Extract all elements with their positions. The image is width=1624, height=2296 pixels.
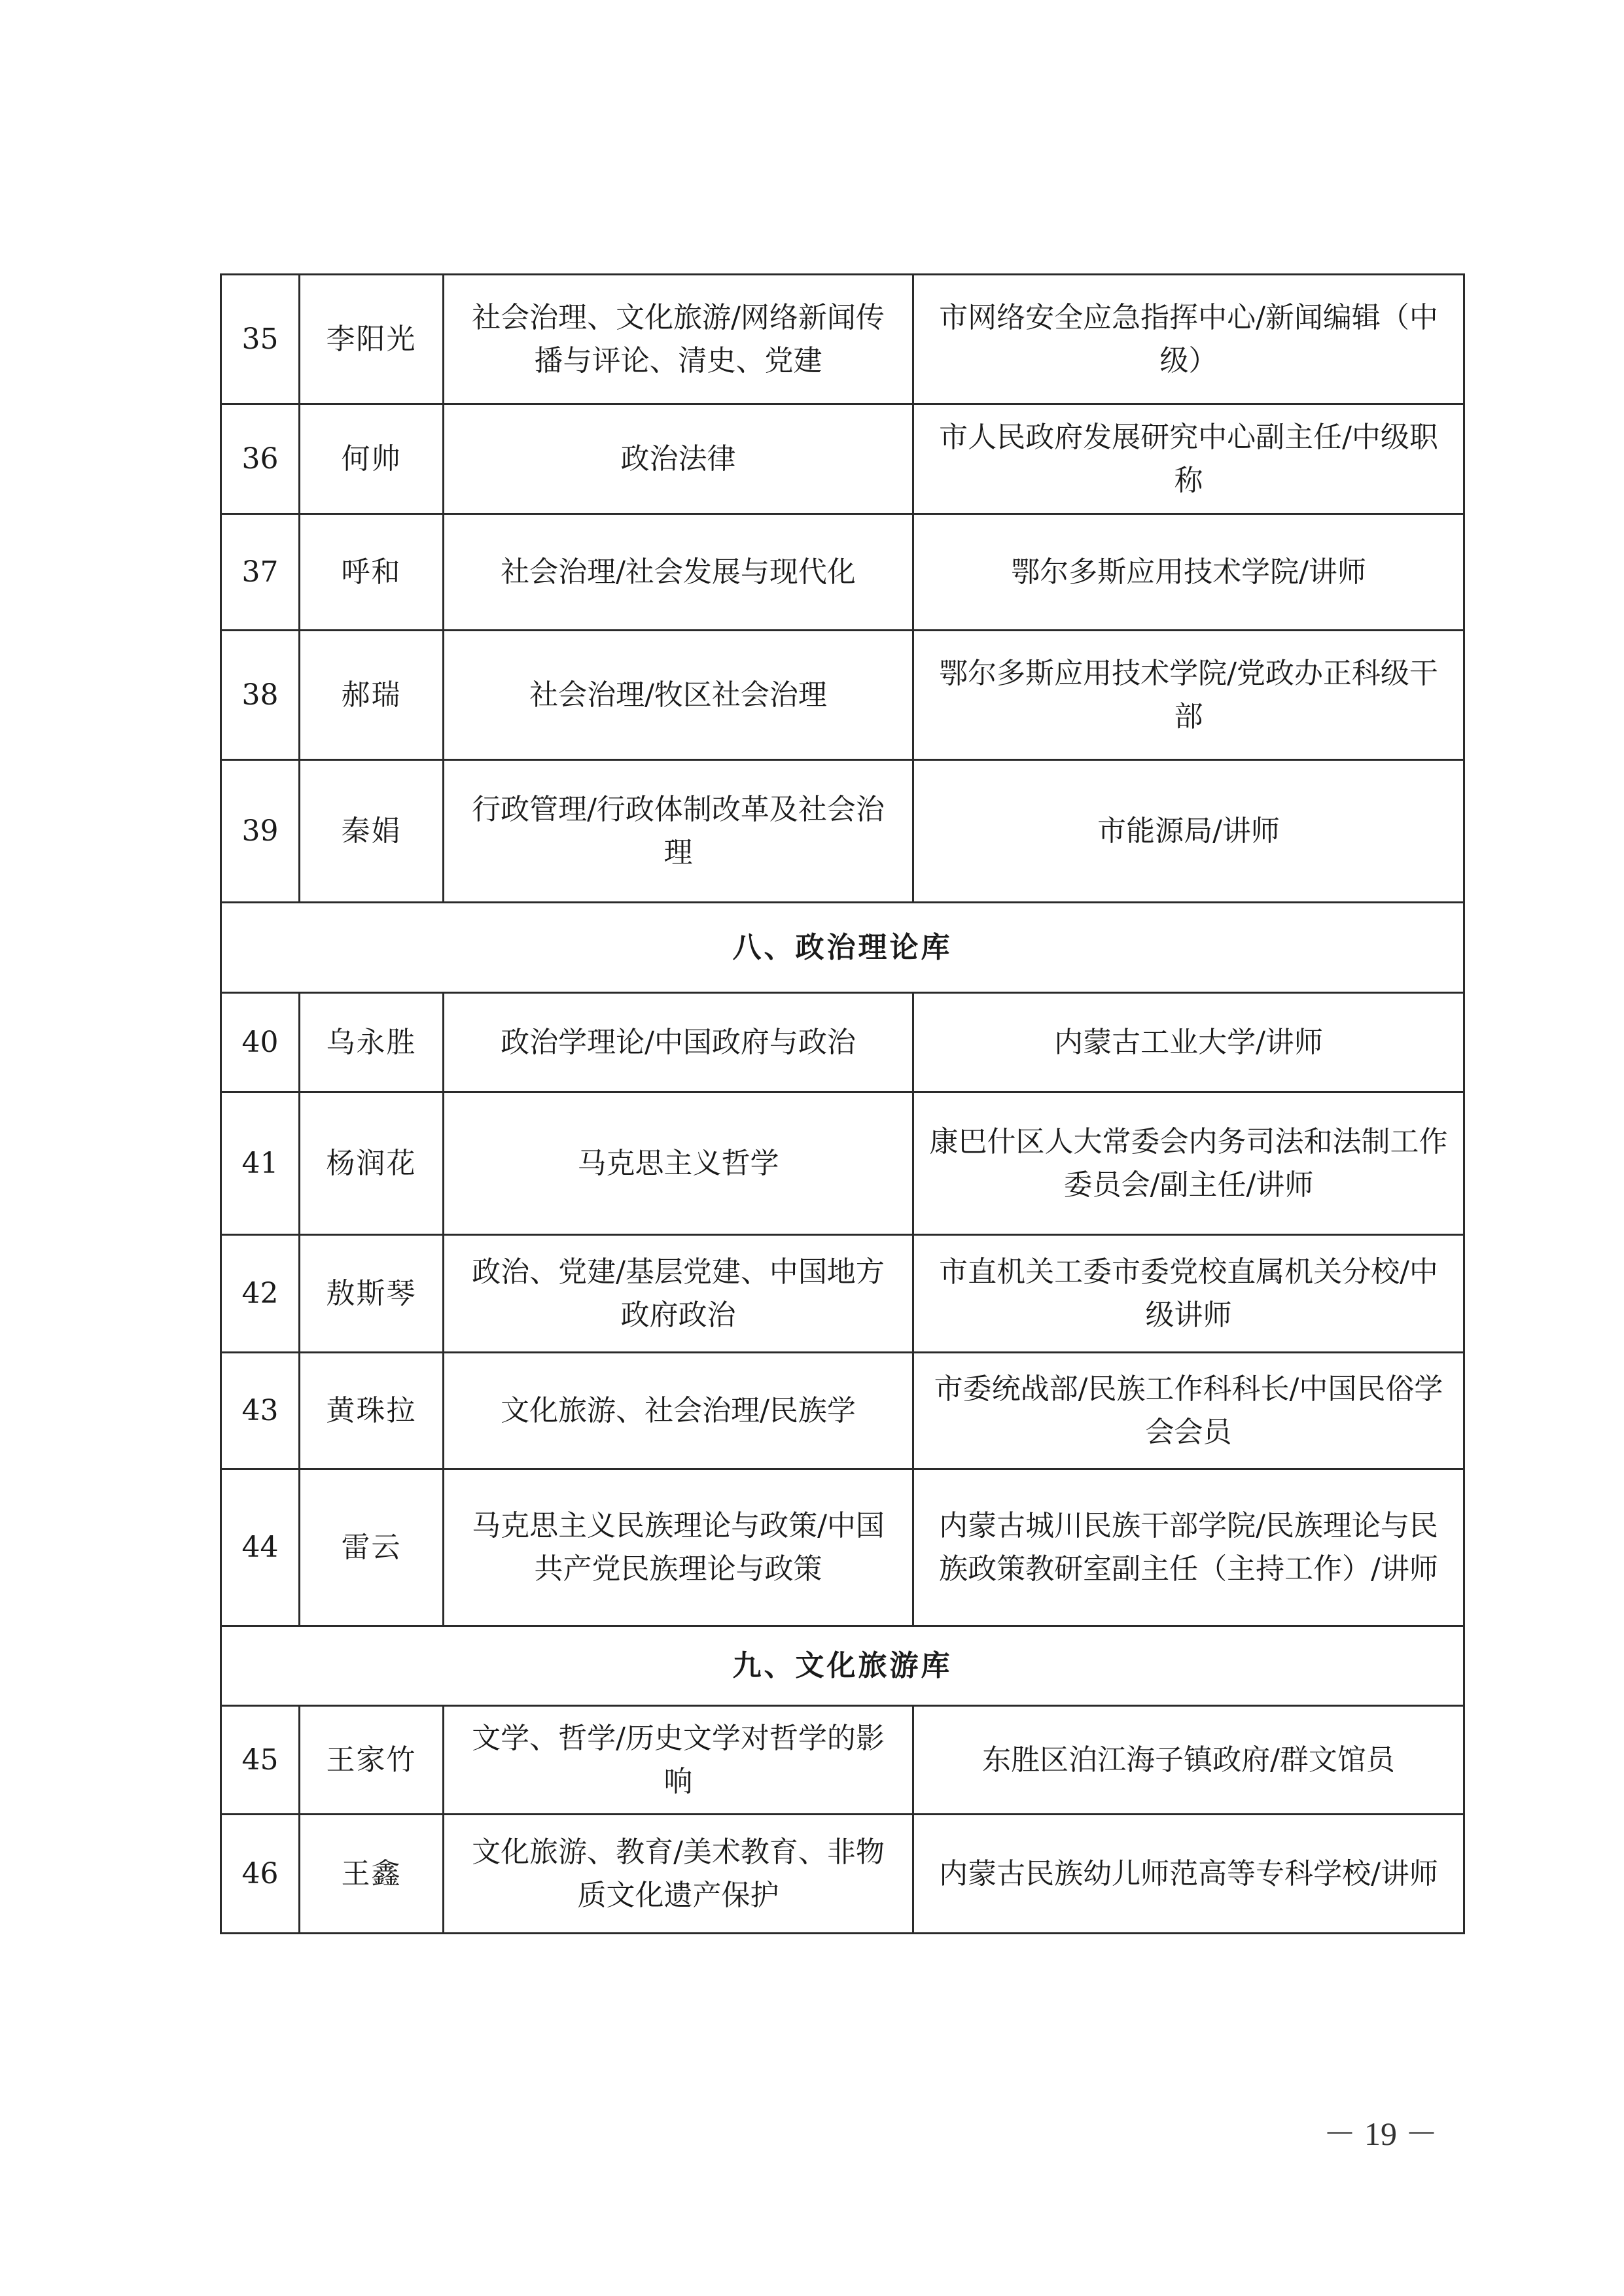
research-field: 社会治理/社会发展与现代化 [444, 514, 913, 631]
work-unit: 鄂尔多斯应用技术学院/讲师 [913, 514, 1464, 631]
table-row [221, 1469, 1464, 1626]
page-number: － 19 － [1323, 2115, 1438, 2152]
row-number: 45 [221, 1706, 300, 1815]
expert-roster-table [220, 273, 1465, 1934]
work-unit: 内蒙古城川民族干部学院/民族理论与民族政策教研室副主任（主持工作）/讲师 [913, 1469, 1464, 1626]
research-field: 行政管理/行政体制改革及社会治理 [444, 760, 913, 903]
research-field: 政治、党建/基层党建、中国地方政府政治 [444, 1235, 913, 1353]
row-number: 37 [221, 514, 300, 631]
expert-name: 王鑫 [300, 1815, 444, 1934]
table-row [221, 1353, 1464, 1469]
table-row [221, 514, 1464, 631]
section-header-row [221, 1626, 1464, 1706]
table-row [221, 404, 1464, 514]
expert-name: 秦娟 [300, 760, 444, 903]
work-unit: 市能源局/讲师 [913, 760, 1464, 903]
research-field: 文学、哲学/历史文学对哲学的影响 [444, 1706, 913, 1815]
work-unit: 市人民政府发展研究中心副主任/中级职称 [913, 404, 1464, 514]
table-row [221, 993, 1464, 1092]
expert-name: 乌永胜 [300, 993, 444, 1092]
table-row [221, 1235, 1464, 1353]
row-number: 40 [221, 993, 300, 1092]
work-unit: 鄂尔多斯应用技术学院/党政办正科级干部 [913, 631, 1464, 760]
research-field: 社会治理、文化旅游/网络新闻传播与评论、清史、党建 [444, 275, 913, 404]
section-header-row [221, 903, 1464, 993]
work-unit: 内蒙古民族幼儿师范高等专科学校/讲师 [913, 1815, 1464, 1934]
work-unit: 内蒙古工业大学/讲师 [913, 993, 1464, 1092]
table-row [221, 1815, 1464, 1934]
research-field: 文化旅游、教育/美术教育、非物质文化遗产保护 [444, 1815, 913, 1934]
expert-name: 敖斯琴 [300, 1235, 444, 1353]
research-field: 马克思主义哲学 [444, 1092, 913, 1235]
row-number: 41 [221, 1092, 300, 1235]
section-title: 九、文化旅游库 [221, 1626, 1464, 1706]
expert-name: 郝瑞 [300, 631, 444, 760]
roster-body [221, 275, 1464, 1934]
work-unit: 市委统战部/民族工作科科长/中国民俗学会会员 [913, 1353, 1464, 1469]
table-row [221, 631, 1464, 760]
table-row [221, 275, 1464, 404]
work-unit: 市直机关工委市委党校直属机关分校/中级讲师 [913, 1235, 1464, 1353]
expert-name: 雷云 [300, 1469, 444, 1626]
expert-name: 呼和 [300, 514, 444, 631]
row-number: 44 [221, 1469, 300, 1626]
row-number: 46 [221, 1815, 300, 1934]
row-number: 43 [221, 1353, 300, 1469]
row-number: 36 [221, 404, 300, 514]
table-row [221, 760, 1464, 903]
row-number: 35 [221, 275, 300, 404]
table-row [221, 1706, 1464, 1815]
research-field: 文化旅游、社会治理/民族学 [444, 1353, 913, 1469]
research-field: 政治学理论/中国政府与政治 [444, 993, 913, 1092]
expert-name: 李阳光 [300, 275, 444, 404]
research-field: 马克思主义民族理论与政策/中国共产党民族理论与政策 [444, 1469, 913, 1626]
expert-name: 何帅 [300, 404, 444, 514]
expert-name: 黄珠拉 [300, 1353, 444, 1469]
expert-name: 王家竹 [300, 1706, 444, 1815]
work-unit: 东胜区泊江海子镇政府/群文馆员 [913, 1706, 1464, 1815]
section-title: 八、政治理论库 [221, 903, 1464, 993]
row-number: 39 [221, 760, 300, 903]
table-row [221, 1092, 1464, 1235]
work-unit: 康巴什区人大常委会内务司法和法制工作委员会/副主任/讲师 [913, 1092, 1464, 1235]
research-field: 政治法律 [444, 404, 913, 514]
expert-name: 杨润花 [300, 1092, 444, 1235]
work-unit: 市网络安全应急指挥中心/新闻编辑（中级） [913, 275, 1464, 404]
research-field: 社会治理/牧区社会治理 [444, 631, 913, 760]
row-number: 42 [221, 1235, 300, 1353]
row-number: 38 [221, 631, 300, 760]
